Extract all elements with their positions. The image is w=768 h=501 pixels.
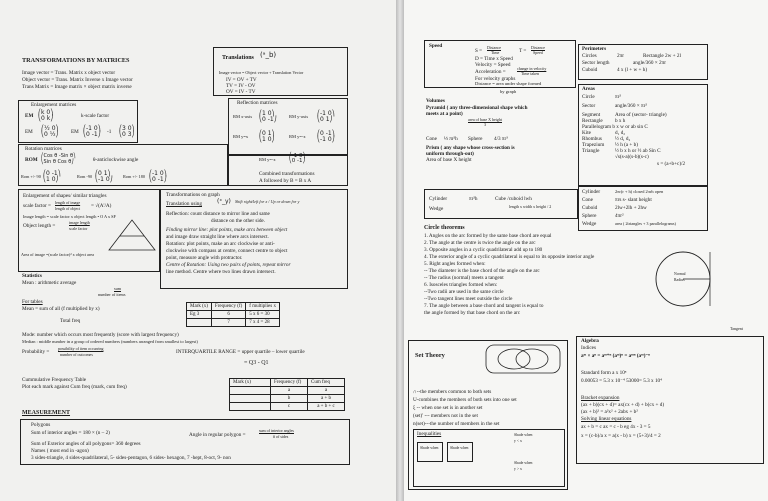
area-rhombus: Rhombus: [582, 136, 602, 142]
table-cell: [230, 387, 271, 395]
area-segment-formula: Area of (sector- triangle): [615, 112, 667, 118]
cum-table-header-cell: Mark (x): [230, 379, 271, 387]
cum-table-header-cell: Frequency (f): [271, 379, 308, 387]
set-item: U-combines the members of both sets into one set: [413, 397, 517, 403]
transformations-title: TRANSFORMATIONS BY MATRICES: [22, 57, 130, 64]
distance-area: Distance = area under shape formed: [475, 81, 542, 86]
area-sector-formula: angle/360 × πr²: [615, 103, 647, 109]
translation-vector: (ˣ_y): [217, 198, 231, 205]
rom-matrix: ⎛Cos θ -Sin θ⎞ ⎝Sin θ Cos θ⎠: [41, 153, 76, 165]
measurement-box: [20, 419, 350, 465]
theorem-item: 7. The angle between a base chord and tangent is equal to: [424, 303, 544, 309]
mirror-text: Finding mirror line: plot points, make arcs between object: [166, 227, 288, 233]
inequalities-box: [413, 429, 565, 487]
area-image-formula: Area of image =(scale factor)² x object area: [21, 252, 95, 257]
em-inverse-label: EM: [25, 129, 33, 135]
speed-s-den: Time: [491, 50, 500, 55]
algebra-title: Algebra: [581, 338, 599, 344]
pyramid-formula: area of base X height: [468, 117, 502, 122]
sf-denominator: length of object: [55, 206, 81, 211]
iqr-definition: INTERQUARTILE RANGE = upper quartile – lower quartile: [176, 349, 305, 355]
em-matrix: ⎛k 0⎞ ⎝0 k⎠: [38, 109, 54, 122]
em-neg-label: EM: [71, 129, 79, 135]
table-cell: Eg 3: [187, 311, 212, 319]
perimeter-cuboid: Cuboid: [582, 67, 598, 73]
speed-box: [424, 40, 576, 88]
table-row: [230, 403, 345, 411]
sa-wedge: Wedge: [582, 221, 597, 227]
rotation-text-3: point, measure angle with protractor.: [166, 255, 243, 261]
similar-triangles-diagram: [107, 218, 157, 254]
translations-title: Translations: [222, 55, 254, 61]
combined-box: [228, 155, 348, 186]
shade-when-label: Shade when: [514, 433, 533, 437]
scale-factor-label: scale factor =: [23, 203, 51, 209]
mean-tables: Mean = sum of all (f multiplied by x): [22, 306, 100, 312]
em-inverse-matrix: ⎛½ 0⎞ ⎝0 ½⎠: [41, 125, 59, 138]
sa-cone: Cone: [582, 197, 593, 203]
circle-theorems-title: Circle theorems: [424, 225, 465, 231]
heron-s-definition: s = (a+b+c)/2: [657, 161, 686, 167]
similar-box: [18, 189, 160, 272]
em-neg-matrix: ⎛-1 0⎞ ⎝0 -1⎠: [83, 125, 101, 138]
translation-vector-symbol: (ᵃ_b): [260, 51, 277, 59]
set-item: ∩--the members common to both sets: [413, 389, 492, 395]
shade-when-label: Shade when: [450, 446, 469, 450]
set-item: ξ -- when one set is in another set: [413, 405, 483, 411]
acceleration-den: Time taken: [521, 71, 539, 76]
rom-neg90-label: Rom -90: [77, 174, 93, 179]
rm-ynx-matrix: ⎛0 -1⎞ ⎝-1 0⎠: [317, 130, 335, 143]
rm-yx-matrix: ⎛0 1⎞ ⎝1 0⎠: [259, 130, 275, 143]
table-cell: a: [271, 387, 308, 395]
area-sector: Sector: [582, 103, 596, 109]
set-item: (set)' --- members not in the set: [413, 413, 478, 419]
perimeters-title: Perimeters: [582, 46, 607, 52]
translation-l1: IV = OV + TV: [226, 77, 257, 83]
sphere-volume: Sphere: [468, 136, 483, 142]
rm-x-matrix: ⎛1 0⎞ ⎝0 -1⎠: [259, 110, 277, 123]
venn-diagram: [485, 344, 561, 374]
translation-l3: OV = IV - TV: [226, 89, 256, 95]
theorem-item: 1. Angles on the arc formed by the same base chord are equal: [424, 233, 552, 239]
cylinder-volume: Cylinder: [429, 196, 448, 202]
reflection-text-2: distance on the other side.: [211, 218, 266, 224]
table-cell: 7 x 4 = 28: [246, 319, 280, 327]
mean-numerator: sum: [114, 286, 121, 291]
rotation-box: [18, 144, 228, 186]
theorem-item: the angle formed by that base chord on the arc: [424, 310, 521, 316]
area-circle: Circle: [582, 94, 595, 100]
sa-wedge-formula: area ( 2triangles + 3 parallelograms): [615, 221, 676, 226]
sa-cuboid-formula: 2lw+2lh + 2hw: [615, 205, 647, 211]
translations-box: [213, 47, 348, 96]
polygon-names-label: Names ( most end in -agon): [31, 448, 89, 454]
rm-y-matrix: ⎛-1 0⎞ ⎝0 1⎠: [317, 110, 335, 123]
page-gutter: [396, 0, 404, 501]
rom-180-label: Rom +/- 180: [123, 174, 145, 179]
table-cell: 7: [211, 319, 245, 327]
graph-title: Transformations on graph: [166, 192, 220, 198]
em-last-matrix: ⎛3 0⎞ ⎝0 3⎠: [119, 125, 135, 138]
angle-regular-label: Angle in regular polygon =: [189, 432, 246, 438]
cumulative-table: [229, 378, 345, 411]
velocity-eq: Velocity = Speed: [475, 62, 511, 68]
median-definition: Median : middle number in a group of ordered numbers (numbers arranged from smallest to largest): [22, 339, 198, 344]
set-theory-box: [408, 340, 568, 490]
sa-cylinder: Cylinder: [582, 189, 601, 195]
table-cell: c: [271, 403, 308, 411]
set-theory-title: Set Theory: [415, 352, 445, 359]
pyramid-definition-2: meets at a point): [426, 111, 463, 117]
speed-title: Speed: [429, 43, 443, 49]
rm-ynx-label-2: RM y=-x: [259, 157, 276, 162]
area-rhombus-formula: ½ d₁ d₂: [615, 136, 631, 142]
centre-text: Centre of Rotation: Using two pairs of points, repeat mirror: [166, 262, 291, 268]
translation-note: Shift right/left for x / Up or down for y: [235, 199, 300, 204]
standard-form-label: Standard form a x 10ⁿ: [581, 370, 627, 376]
em-label: EM: [25, 113, 34, 119]
translation-label: Translation using: [166, 201, 202, 207]
for-tables-label: For tables: [22, 299, 43, 305]
distance-eq: D = Time x Speed: [475, 56, 513, 62]
inequality-graph-1: [417, 442, 443, 462]
indices-label: Indices: [581, 345, 596, 351]
table-cell: b: [271, 395, 308, 403]
inequalities-title: Inequalities: [417, 431, 442, 437]
translation-l2: TV = IV - OV: [226, 83, 256, 89]
heron-formula: √s(s-a)(s-b)(s-c): [615, 154, 649, 160]
perimeter-cuboid-formula: 4 x (l + w + h): [617, 67, 648, 73]
table-cell: a + b: [308, 395, 345, 403]
total-freq: Total freq: [60, 318, 81, 324]
table-cell: 6: [211, 311, 245, 319]
shade-when-value: y < x: [514, 439, 522, 443]
cum-table-header-cell: Cum freq: [308, 379, 345, 387]
theorem-item: 5. Right angles formed when:: [424, 261, 486, 267]
perimeter-circles-formula: 2πr: [617, 53, 624, 59]
polygon-sides-list: 3 sides-triangle, 4 sides-quadrilateral, 5- sides-pentagon, 6 sides- hexagon, 7 -hept, 8-oct, 9- non: [31, 455, 231, 461]
area-segment: Segment: [582, 112, 601, 118]
cumulative-table-header: [230, 379, 345, 387]
combined-title: Combined transformations: [259, 171, 315, 177]
pyramid-formula-den: 3: [484, 122, 486, 127]
table-row: [230, 387, 345, 395]
reflection-box: [228, 98, 348, 155]
solving-linear-1: ax + b = c ax = c - b eg 4x - 3 = 5: [581, 424, 651, 430]
sa-cone-formula: πrs s- slant height: [615, 197, 652, 203]
reflection-title: Reflection matrices: [237, 100, 278, 106]
wedge-volume-formula: length x width x height / 2: [509, 204, 552, 209]
pyramid-definition: Pyramid ( any three-dimensional shape which: [426, 105, 528, 111]
rom-180-matrix: ⎛-1 0⎞ ⎝0 -1⎠: [149, 170, 167, 183]
area-triangle: Triangle: [582, 148, 600, 154]
perimeter-sector-formula: angle/360 × 2πr: [633, 60, 666, 66]
area-rectangle: Rectangle: [582, 118, 603, 124]
acceleration-num: change in velocity: [517, 66, 547, 71]
rotation-title: Rotation matrices: [25, 146, 62, 152]
cone-volume: Cone: [426, 136, 437, 142]
perimeters-box: [578, 44, 708, 80]
freq-table-header-cell: f multiplies x: [246, 303, 280, 311]
sf-area: = √(A'/A): [91, 203, 112, 209]
exterior-sum: Sum of Exterior angles of all polygons= 360 degrees: [31, 441, 141, 447]
theorem-item: 3. Opposite angles in a cyclic quadrilateral add up to 180: [424, 247, 543, 253]
translation-formula: Image vector = Object vector + Translation Vector: [219, 70, 304, 75]
speed-s-eq: S =: [475, 48, 483, 54]
sf-numerator: length of image: [55, 200, 81, 205]
areas-title: Areas: [582, 86, 595, 92]
area-circle-formula: πr²: [615, 94, 621, 100]
speed-s-num: Distance: [487, 45, 501, 50]
mean-definition: Mean : arithmetic average: [22, 280, 77, 286]
theorem-item: 2. The angle at the centre is twice the angle on the arc: [424, 240, 536, 246]
rm-yx-label: RM y=x: [233, 134, 249, 139]
algebra-box: [576, 336, 764, 464]
cumulative-plot: Plot each mark against Cum freq (mark, cum freq): [22, 384, 127, 390]
area-kite-formula: d₁ d₂: [615, 130, 626, 136]
bracket-expansion-1: (ax + b)(cx + d)= ax(cx + d) + b(cx + d): [581, 402, 665, 408]
standard-form-example: 0.00053 = 5.3 x 10⁻⁴ 53000= 5.3 x 10⁴: [581, 378, 662, 384]
sa-sphere-formula: 4πr²: [615, 213, 624, 219]
kscale-label: k-scale factor: [81, 113, 110, 119]
interior-sum: Sum of interior angles = 180 × (n – 2): [31, 430, 110, 436]
prism-definition: Prism ( any shape whose cross-section is: [426, 145, 515, 151]
table-cell: [230, 395, 271, 403]
table-cell: [230, 403, 271, 411]
rom-90-matrix: ⎛0 -1⎞ ⎝1 0⎠: [43, 170, 61, 183]
probability-numerator: possibility of item occurring: [58, 346, 104, 351]
cone-volume-formula: ⅓ πr²h: [444, 136, 458, 142]
similar-title: Enlargement of shapes/ similar triangles: [23, 193, 107, 199]
table-cell: [187, 319, 212, 327]
area-kite: Kite: [582, 130, 591, 136]
mirror-text-2: and image draw straight line where arcs intersect.: [166, 234, 269, 240]
surface-area-box: [578, 186, 708, 231]
cube-volume: Cube /cuboid lwh: [495, 196, 532, 202]
ol-numerator: image length: [69, 220, 90, 225]
image-length-formula: Image length = scale factor x object length • O A x SF: [23, 214, 116, 219]
area-parallelogram: Parallelogram b x w or ab sin C: [582, 124, 648, 130]
angle-regular-denominator: # of sides: [273, 434, 289, 439]
theorem-item: --Two radii are used in the same circle: [424, 289, 504, 295]
areas-box: [578, 84, 708, 186]
polygons-label: Polygons: [31, 422, 51, 428]
theorem-item: -- The diameter is the base chord of the angle on the arc: [424, 268, 540, 274]
rotation-text-2: clockwise with compass at centre, connect centre to object: [166, 248, 288, 254]
area-trapezium: Trapezium: [582, 142, 605, 148]
area-trapezium-formula: ½ h (a + b): [615, 142, 638, 148]
iqr-formula: = Q3 - Q1: [244, 360, 269, 366]
area-rectangle-formula: b x h: [615, 118, 626, 124]
theorem-item: 4. The exterior angle of a cyclic quadrilateral is equal to its opposite interior angle: [424, 254, 595, 260]
cumulative-title: Cummulative Frequency Table: [22, 377, 87, 383]
speed-t-num: Distance: [531, 45, 545, 50]
shade-when-label: Shade when: [514, 461, 533, 465]
area-triangle-formula: ½ b x h or ½ ab Sin C: [615, 148, 661, 154]
freq-table-header-cell: Mark (x): [187, 303, 212, 311]
probability-label: Probability =: [22, 349, 50, 355]
table-cell: a + b + c: [308, 403, 345, 411]
graph-transformations-box: [160, 189, 348, 289]
bracket-expansion-2: (ax + b)² = a²x² + 2abx + b²: [581, 409, 638, 415]
velocity-graphs: For velocity graphs: [475, 76, 516, 82]
freq-table-header-cell: Frequency (f): [211, 303, 245, 311]
enlargement-box: [18, 100, 138, 143]
rom-90-label: Rom +/- 90: [21, 174, 41, 179]
indices-formula: aᵐ × aⁿ = aᵐ⁺ⁿ (aᵐ)ⁿ = aᵐⁿ (aᵐ)⁻ⁿ: [581, 353, 650, 359]
enlargement-title: Enlargement matrices: [31, 102, 77, 108]
wedge-volume: Wedge: [429, 206, 444, 212]
speed-t-eq: T =: [519, 48, 527, 54]
diagram-normal-label: Normal: [674, 272, 686, 276]
solving-linear-label: Solving linear equations: [581, 416, 632, 422]
rotation-text: Rotation: plot points, make an arc clockwise or anti-: [166, 241, 275, 247]
freq-table: [186, 302, 280, 327]
diagram-tangent-label: Tangent: [730, 326, 743, 331]
by-graph: by graph: [500, 89, 517, 94]
solving-linear-2: x = (c-b)/a x = a(x - b) x = (5+3)/4 = 2: [581, 433, 661, 439]
angle-regular-numerator: sum of interior angles: [259, 428, 294, 433]
rm-ynx-label: RM y=-x: [289, 134, 306, 139]
cylinder-volume-formula: πr²h: [469, 196, 478, 202]
trans-matrix-formula: Trans Matrix = Image matrix × object matrix inverse: [22, 84, 132, 90]
shade-when-label: Shade when: [420, 446, 439, 450]
rm-y-label: RM y-axis: [289, 114, 309, 119]
reflection-text: Reflection: count distance to mirror line and same: [166, 211, 270, 217]
volumes-title: Volumes: [426, 98, 445, 104]
prism-definition-2: uniform through-out): [426, 151, 474, 157]
table-cell: a: [308, 387, 345, 395]
measurement-title: MEASUREMENT: [22, 410, 71, 416]
rm-x-label: RM x-axis: [233, 114, 253, 119]
image-vector-formula: Image vector = Trans. Matrix x object vector: [22, 70, 116, 76]
table-row: [230, 395, 345, 403]
sa-sphere: Sphere: [582, 213, 597, 219]
diagram-radius-label: Radius: [674, 278, 685, 282]
centre-text-2: line method. Centre where two lines drawn intersect.: [166, 269, 276, 275]
rm-ynx-matrix-2: ⎛-1 0⎞ ⎝0 -1⎠: [289, 153, 306, 164]
rom-neg90-matrix: ⎛0 1⎞ ⎝-1 0⎠: [95, 170, 113, 183]
prism-formula: Area of base X height: [426, 157, 472, 163]
anticlockwise-label: θ-anticlockwise angle: [93, 157, 139, 163]
acceleration-eq: Acceleration =: [475, 69, 506, 75]
object-vector-formula: Object vector = Trans. Matrix Inverse x Image vector: [22, 77, 133, 83]
volumes-box: [424, 189, 578, 219]
sa-cylinder-formula: 2πr(r + h) closed 2πrh open: [615, 189, 664, 194]
combined-rule: A followed by B = B x A: [259, 178, 312, 184]
perimeter-circles: Circles: [582, 53, 597, 59]
set-item: n(set)---the number of members in the set: [413, 421, 500, 427]
right-page: [404, 0, 768, 501]
mode-definition: Mode: number which occurs most frequently (score with largest frequency): [22, 332, 179, 338]
mean-denominator: number of items: [98, 292, 126, 297]
rom-label: ROM: [25, 157, 38, 163]
statistics-title: Statistics: [22, 273, 42, 279]
perimeter-rectangle: Rectangle 2w + 2l: [643, 53, 681, 59]
ol-denominator: scale factor: [69, 226, 88, 231]
shade-when-value: y > x: [514, 467, 522, 471]
freq-table-header: [187, 303, 280, 311]
em-last-label: -1: [107, 129, 112, 135]
bracket-expansion-label: Bracket expansion: [581, 395, 620, 401]
sa-cuboid: Cuboid: [582, 205, 598, 211]
probability-denominator: number of outcomes: [60, 352, 93, 357]
inequality-graph-2: [447, 442, 473, 462]
theorem-item: --Two tangent lines meet outside the circle: [424, 296, 513, 302]
perimeter-sector: Sector length: [582, 60, 610, 66]
table-row: [187, 311, 280, 319]
table-row: [187, 319, 280, 327]
sphere-volume-formula: 4/3 πr³: [494, 136, 508, 142]
table-cell: 5 x 6 = 30: [246, 311, 280, 319]
theorem-item: 6. Isosceles triangles formed when:: [424, 282, 498, 288]
object-length-label: Object length =: [23, 223, 56, 229]
speed-t-den: Speed: [533, 50, 543, 55]
theorem-item: -- The radius (normal) meets a tangent: [424, 275, 504, 281]
